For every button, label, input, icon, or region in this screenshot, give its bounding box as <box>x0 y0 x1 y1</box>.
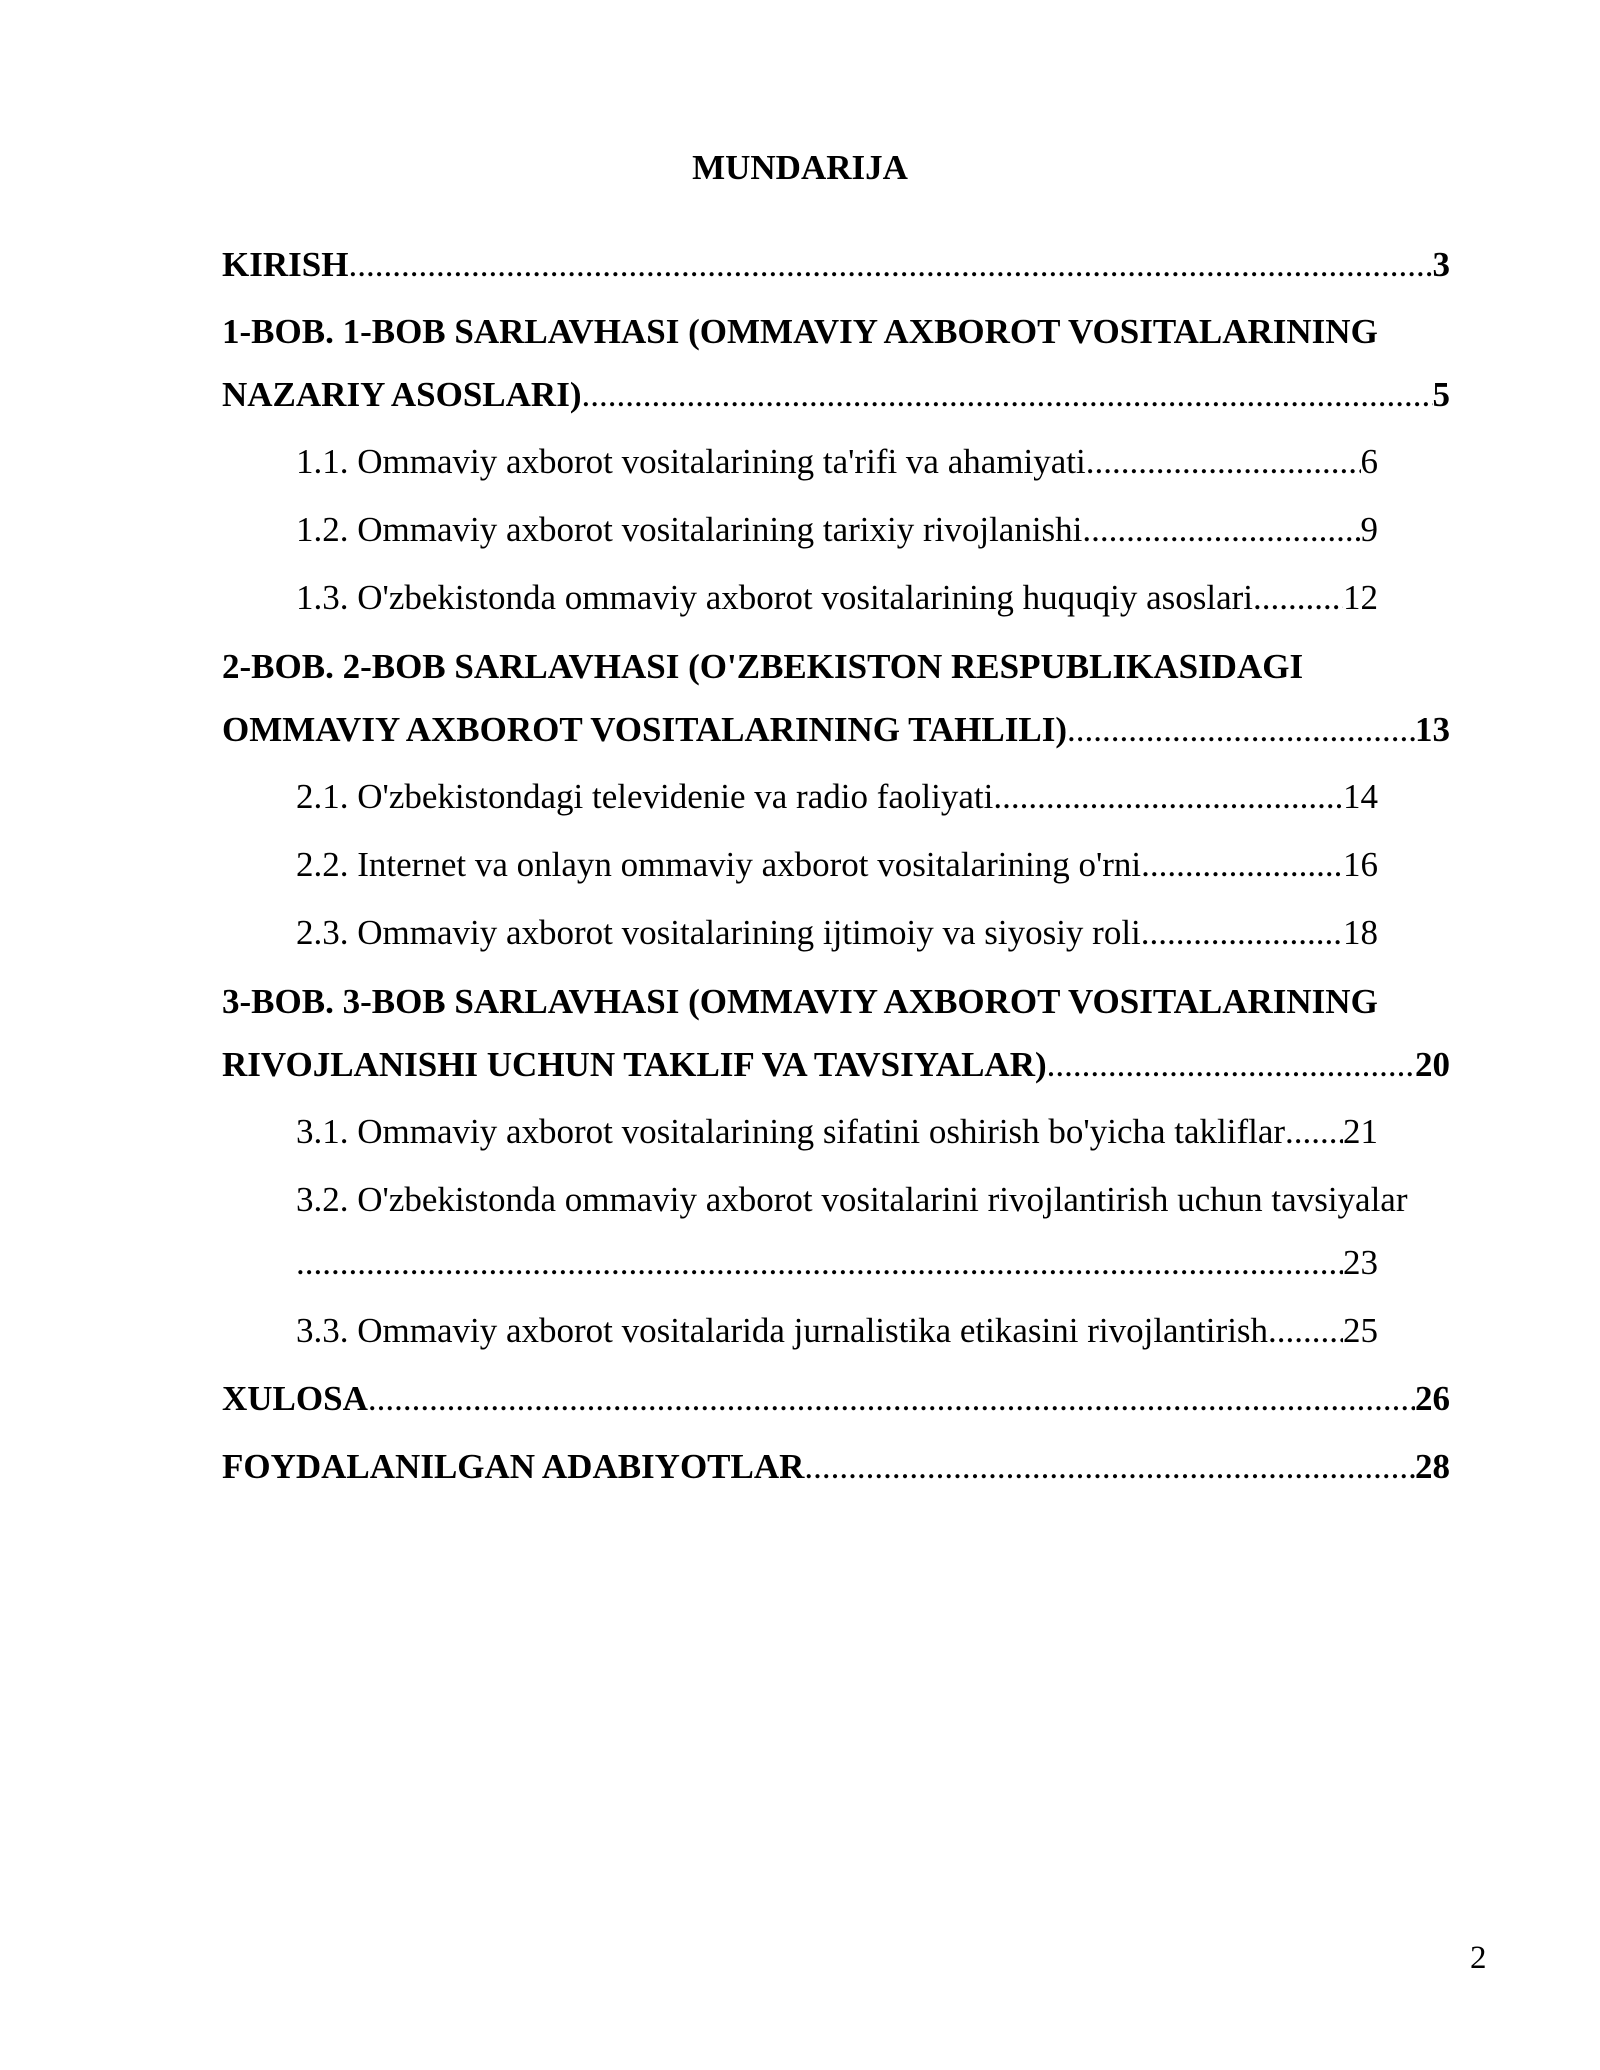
toc-entry-label: 1.1. Ommaviy axborot vositalarining ta'rifi va ahamiyati <box>296 442 1086 481</box>
dot-leader <box>368 1377 1415 1421</box>
toc-entry-1-1[interactable] <box>296 440 1378 484</box>
toc-entry-3-2-line-1[interactable] <box>296 1178 1456 1222</box>
dot-leader <box>296 1241 1343 1285</box>
toc-entry-label: 3.1. Ommaviy axborot vositalarining sifatini oshirish bo'yicha takliflar <box>296 1112 1286 1151</box>
toc-entry-xulosa[interactable] <box>222 1377 1450 1421</box>
toc-page-number: 25 <box>1343 1311 1378 1350</box>
toc-page-number: 23 <box>1343 1243 1378 1282</box>
toc-entry-label: 1-BOB. 1-BOB SARLAVHASI (OMMAVIY AXBOROT VOSITALARINING <box>222 312 1378 351</box>
dot-leader <box>348 243 1432 287</box>
toc-entry-3-1[interactable] <box>296 1110 1378 1154</box>
toc-entry-label: 3.3. Ommaviy axborot vositalarida jurnalistika etikasini rivojlantirish <box>296 1311 1269 1350</box>
toc-entry-chapter-1-line-1[interactable] <box>222 310 1472 354</box>
toc-entry-label: XULOSA <box>222 1379 368 1418</box>
toc-entry-label: 1.2. Ommaviy axborot vositalarining tarixiy rivojlanishi <box>296 510 1083 549</box>
dot-leader <box>804 1445 1415 1489</box>
dot-leader <box>1285 1110 1343 1154</box>
toc-entry-label: OMMAVIY AXBOROT VOSITALARINING TAHLILI) <box>222 710 1067 749</box>
toc-entry-chapter-1[interactable] <box>222 373 1450 417</box>
dot-leader <box>1141 911 1343 955</box>
toc-page-number: 3 <box>1432 245 1450 284</box>
toc-entry-label: 2.2. Internet va onlayn ommaviy axborot vositalarining o'rni <box>296 845 1142 884</box>
toc-page-number: 18 <box>1343 913 1378 952</box>
toc-page-number: 6 <box>1360 442 1378 481</box>
page-number: 2 <box>1470 1940 1487 1976</box>
toc-entry-kirish[interactable] <box>222 243 1450 287</box>
toc-entry-chapter-2[interactable] <box>222 708 1450 752</box>
toc-entry-3-3[interactable] <box>296 1309 1378 1353</box>
toc-page-number: 28 <box>1415 1447 1450 1486</box>
toc-page-number: 5 <box>1432 375 1450 414</box>
dot-leader <box>993 775 1343 819</box>
toc-page-number: 14 <box>1343 777 1378 816</box>
toc-entry-label: 3.2. O'zbekistonda ommaviy axborot vositalarini rivojlantirish uchun tavsiyalar <box>296 1180 1408 1219</box>
toc-entry-3-2[interactable] <box>296 1241 1378 1285</box>
toc-page-number: 9 <box>1360 510 1378 549</box>
toc-page-number: 26 <box>1415 1379 1450 1418</box>
toc-page-number: 12 <box>1343 578 1378 617</box>
dot-leader <box>1268 1309 1343 1353</box>
toc-entry-2-1[interactable] <box>296 775 1378 819</box>
toc-entry-label: NAZARIY ASOSLARI) <box>222 375 582 414</box>
toc-entry-chapter-3-line-1[interactable] <box>222 980 1472 1024</box>
page-title: MUNDARIJA <box>692 148 908 187</box>
toc-entry-2-3[interactable] <box>296 911 1378 955</box>
dot-leader <box>1067 708 1415 752</box>
toc-entry-label: 2.1. O'zbekistondagi televidenie va radio faoliyati <box>296 777 994 816</box>
toc-page-number: 13 <box>1415 710 1450 749</box>
toc-entry-chapter-2-line-1[interactable] <box>222 645 1472 689</box>
toc-entry-label: 2-BOB. 2-BOB SARLAVHASI (O'ZBEKISTON RESPUBLIKASIDAGI <box>222 647 1304 686</box>
toc-entry-2-2[interactable] <box>296 843 1378 887</box>
toc-entry-label: FOYDALANILGAN ADABIYOTLAR <box>222 1447 805 1486</box>
dot-leader <box>1253 576 1343 620</box>
toc-entry-chapter-3[interactable] <box>222 1043 1450 1087</box>
dot-leader <box>1047 1043 1415 1087</box>
toc-entry-label: 2.3. Ommaviy axborot vositalarining ijtimoiy va siyosiy roli <box>296 913 1141 952</box>
toc-entry-bibliography[interactable] <box>222 1445 1450 1489</box>
toc-page-number: 16 <box>1343 845 1378 884</box>
dot-leader <box>1141 843 1343 887</box>
toc-entry-1-2[interactable] <box>296 508 1378 552</box>
toc-entry-1-3[interactable] <box>296 576 1378 620</box>
dot-leader <box>581 373 1432 417</box>
dot-leader <box>1086 440 1361 484</box>
toc-entry-label: 1.3. O'zbekistonda ommaviy axborot vositalarining huquqiy asoslari <box>296 578 1253 617</box>
toc-entry-label: KIRISH <box>222 245 349 284</box>
toc-entry-label: 3-BOB. 3-BOB SARLAVHASI (OMMAVIY AXBOROT VOSITALARINING <box>222 982 1378 1021</box>
dot-leader <box>1082 508 1360 552</box>
toc-page-number: 21 <box>1343 1112 1378 1151</box>
toc-page-number: 20 <box>1415 1045 1450 1084</box>
toc-entry-label: RIVOJLANISHI UCHUN TAKLIF VA TAVSIYALAR) <box>222 1045 1047 1084</box>
